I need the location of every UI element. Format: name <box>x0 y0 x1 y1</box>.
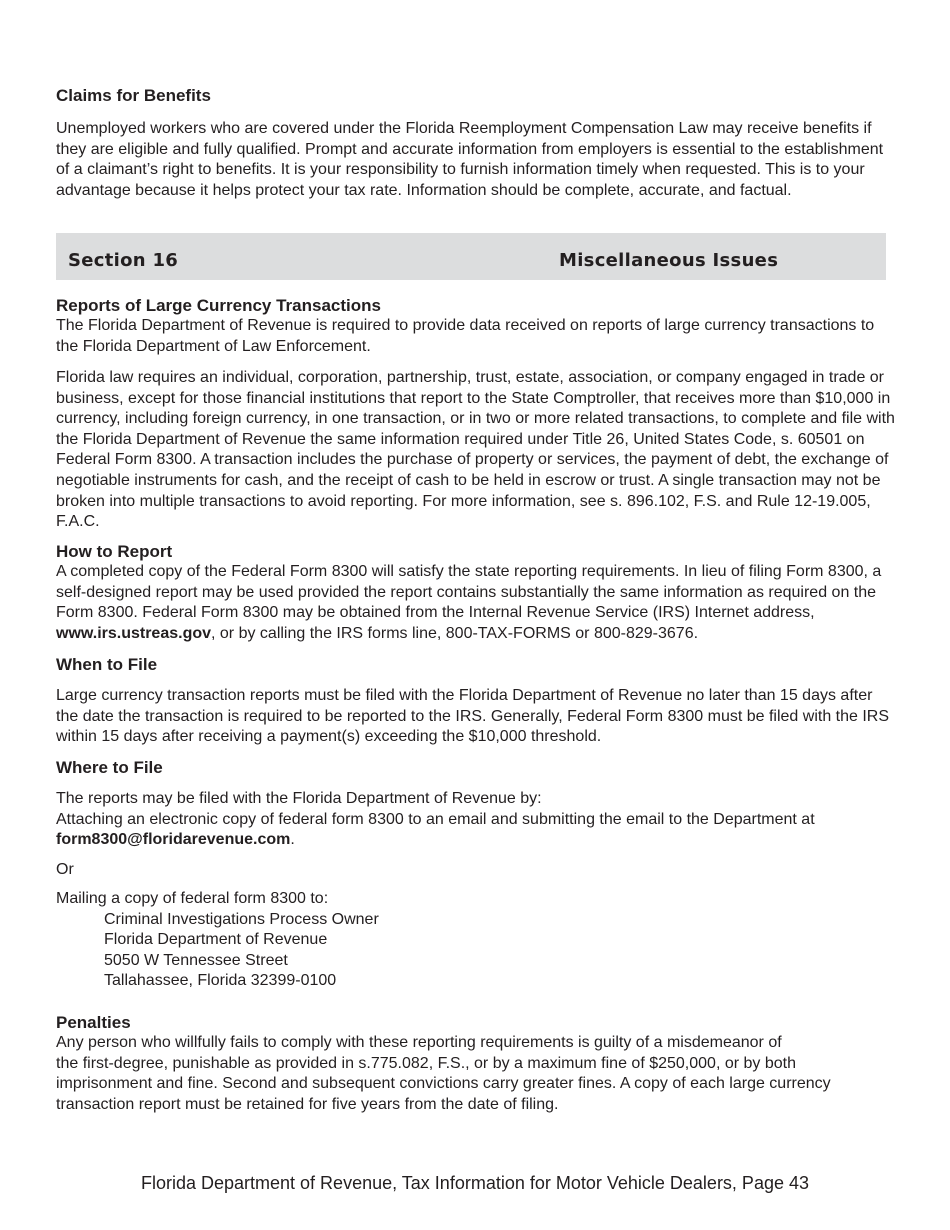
penalties-line-1: Any person who willfully fails to comply with these reporting requirements is guilty of a misdemeanor of <box>56 1034 782 1051</box>
penalties-line-2: the first-degree, punishable as provided in s.775.082, F.S., or by a maximum fine of $250,000, or by both <box>56 1054 796 1072</box>
address-line: 5050 W Tennessee Street <box>104 951 288 969</box>
penalties-line-4: transaction report must be retained for five years from the date of filing. <box>56 1095 559 1113</box>
email-period: . <box>290 831 295 849</box>
how-to-report-text-2: , or by calling the IRS forms line, 800-TAX-FORMS or 800-829-3676. <box>211 624 699 642</box>
how-to-report-body <box>56 562 896 644</box>
penalties-section <box>56 1013 896 1115</box>
penalties-heading: Penalties <box>56 1013 131 1032</box>
irs-website-link: www.irs.ustreas.gov <box>56 624 212 642</box>
mail-intro: Mailing a copy of federal form 8300 to: <box>56 890 329 907</box>
section-number: Section 16 <box>68 250 179 271</box>
where-to-file-line-1: The reports may be filed with the Florida Department of Revenue by: <box>56 790 542 807</box>
how-to-report-section <box>56 542 896 644</box>
where-to-file-body <box>56 789 896 851</box>
email-address: form8300@floridarevenue.com <box>56 831 291 849</box>
page-footer: Florida Department of Revenue, Tax Information for Motor Vehicle Dealers, Page 43 <box>140 1173 809 1193</box>
when-to-file-body: Large currency transaction reports must be filed with the Florida Department of Revenue no later than 15 days after the date the transaction is required to be reported to the IRS. Generally, Federal Form 8300 must be filed with the IRS within 15 days after receiving a payment(s) exceeding the $10,000 threshold. <box>56 687 890 746</box>
section-banner <box>56 233 886 280</box>
claims-body: Unemployed workers who are covered under the Florida Reemployment Compensation Law may receive benefits if they are eligible and fully qualified. Prompt and accurate information from employers is essential to the establishment of a claimant’s right to benefits. It is your responsibility to furnish information timely when requested. This is to your advantage because it helps protect your tax rate. Information should be complete, accurate, and factual. <box>56 120 884 199</box>
address-line: Criminal Investigations Process Owner <box>104 910 379 928</box>
large-currency-section <box>56 296 896 357</box>
large-currency-heading: Reports of Large Currency Transactions <box>56 296 381 315</box>
address-line: Florida Department of Revenue <box>104 931 328 949</box>
address-line: Tallahassee, Florida 32399-0100 <box>104 972 337 990</box>
claims-heading: Claims for Benefits <box>56 86 211 105</box>
where-to-file-heading: Where to File <box>56 758 163 777</box>
penalties-line-3: imprisonment and fine. Second and subsequent convictions carry greater fines. A copy of each large currency <box>56 1075 831 1093</box>
large-currency-para-1: The Florida Department of Revenue is required to provide data received on reports of large currency transactions to the Florida Department of Law Enforcement. <box>56 317 875 355</box>
section-title: Miscellaneous Issues <box>559 250 779 271</box>
where-to-file-email-line <box>56 830 896 851</box>
when-to-file-heading: When to File <box>56 655 158 674</box>
where-to-file-line-2: Attaching an electronic copy of federal form 8300 to an email and submitting the email to the Department at <box>56 810 815 828</box>
how-to-report-heading: How to Report <box>56 542 173 561</box>
how-to-report-text-1: A completed copy of the Federal Form 8300 will satisfy the state reporting requirements. In lieu of filing Form 8300, a self-designed report may be used provided the report contains substantially the same information as required on the Form 8300. Federal Form 8300 may be obtained from the Internal Revenue Service (IRS) Internet address, <box>56 563 882 622</box>
large-currency-para-2: Florida law requires an individual, corporation, partnership, trust, estate, association, or company engaged in trade or business, except for those financial institutions that report to the State Comptroller, that receives more than $10,000 in currency, including foreign currency, in one transaction, or in two or more related transactions, to complete and file with the Florida Department of Revenue the same information required under Title 26, United States Code, s. 60501 on Federal Form 8300. A transaction includes the purchase of property or services, the payment of debt, the exchange of negotiable instruments for cash, and the receipt of cash to be held in escrow or trust. A single transaction may not be broken into multiple transactions to avoid reporting. For more information, see s. 896.102, F.S. and Rule 12-19.005, F.A.C. <box>56 369 895 531</box>
mailing-block <box>56 889 896 992</box>
or-text: Or <box>56 861 74 878</box>
